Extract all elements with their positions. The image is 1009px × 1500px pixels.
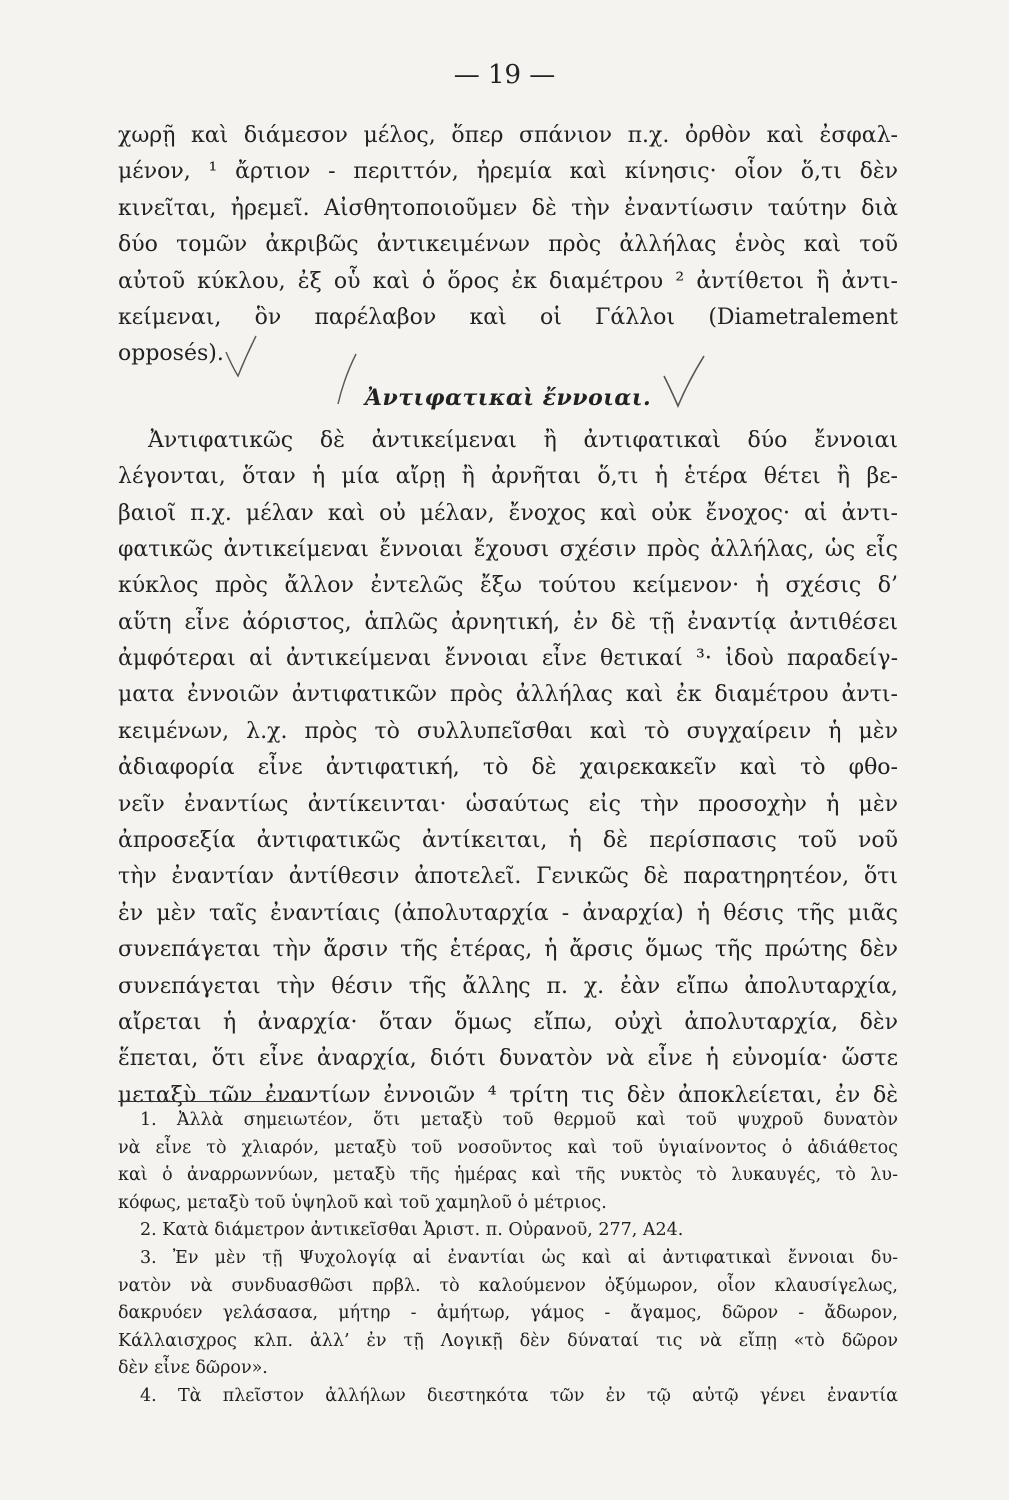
text-line: φατικῶς ἀντικείμεναι ἔννοιαι ἔχουσι σχέσιν πρὸς ἀλλήλας, ὡς εἷς [118,536,898,562]
text-line: τὴν ἐναντίαν ἀντίθεσιν ἀποτελεῖ. Γενικῶς δὲ παρατηρητέον, ὅτι [118,864,898,890]
pencil-check-mark [222,332,262,382]
footnote-line: κόφως, μεταξὺ τοῦ ὑψηλοῦ καὶ τοῦ χαμηλοῦ ὁ μέτριος. [118,1192,607,1213]
text-line: ἕπεται, ὅτι εἶνε ἀναρχία, διότι δυνατὸν νὰ εἶνε ἡ εὐνομία· ὥστε [118,1046,898,1072]
footnote-line: 2. Κατὰ διάμετρον ἀντικεῖσθαι Ἀριστ. π. Οὐρανοῦ, 277, Α24. [140,1220,684,1241]
text-line: λέγονται, ὅταν ἡ μία αἴρῃ ἢ ἀρνῆται ὅ,τι ἡ ἑτέρα θέτει ἢ βε- [118,464,898,490]
text-line: βαιοῖ π.χ. μέλαν καὶ οὐ μέλαν, ἔνοχος καὶ οὐκ ἔνοχος· αἱ ἀντι- [118,500,898,526]
footnote-line: δακρυόεν γελάσασα, μήτηρ - ἀμήτωρ, γάμος - ἄγαμος, δῶρον - ἄδωρον, [118,1303,898,1324]
footnote-line: 1. Ἀλλὰ σημειωτέον, ὅτι μεταξὺ τοῦ θερμοῦ καὶ τοῦ ψυχροῦ δυνατὸν [140,1110,898,1130]
footnote-line: 3. Ἐν μὲν τῇ Ψυχολογίᾳ αἱ ἐναντίαι ὡς καὶ αἱ ἀντιφατικαὶ ἔννοιαι δυ- [140,1247,898,1268]
text-line: συνεπάγεται τὴν ἄρσιν τῆς ἑτέρας, ἡ ἄρσις ὅμως τῆς πρώτης δὲν [118,937,898,963]
text-line: Ἀντιφατικῶς δὲ ἀντικείμεναι ἢ ἀντιφατικαὶ δύο ἔννοιαι [148,427,898,453]
text-line: αἴρεται ἡ ἀναρχία· ὅταν ὅμως εἴπω, οὐχὶ ἀπολυταρχία, δὲν [118,1009,898,1035]
page-number: — 19 — [453,60,556,90]
text-line: ἀμφότεραι αἱ ἀντικείμεναι ἔννοιαι εἶνε θετικαί ³· ἰδοὺ παραδείγ- [118,646,898,672]
text-line: δύο τομῶν ἀκριβῶς ἀντικειμένων πρὸς ἀλλήλας ἑνὸς καὶ τοῦ [118,232,898,258]
footnote-line: 4. Τὰ πλεῖστον ἀλλήλων διεστηκότα τῶν ἐν τῷ αὐτῷ γένει ἐναντία [140,1385,898,1406]
text-line: κειμένων, λ.χ. πρὸς τὸ συλλυπεῖσθαι καὶ τὸ συγχαίρειν ἡ μὲν [118,718,898,744]
footnote-rule [118,1101,308,1102]
pencil-slash-mark [334,348,364,408]
pencil-check-mark [660,352,710,412]
footnote-line: καὶ ὁ ἀναρρωννύων, μεταξὺ τῆς ἡμέρας καὶ τῆς νυκτὸς τὸ λυκαυγές, τὸ λυ- [118,1165,898,1186]
text-line: αὕτη εἶνε ἀόριστος, ἁπλῶς ἀρνητική, ἐν δὲ τῇ ἐναντίᾳ ἀντιθέσει [118,609,898,635]
text-line: συνεπάγεται τὴν θέσιν τῆς ἄλλης π. χ. ἐὰν εἴπω ἀπολυταρχία, [118,973,898,999]
footnote-line: Κάλλαισχρος κλπ. ἀλλ’ ἐν τῇ Λογικῇ δὲν δύναταί τις νὰ εἴπῃ «τὸ δῶρον [118,1330,898,1351]
footnote-line: νὰ εἶνε τὸ χλιαρόν, μεταξὺ τοῦ νοσοῦντος καὶ τοῦ ὑγιαίνοντος ὁ ἀδιάθετος [118,1137,898,1158]
text-line: ἐν μὲν ταῖς ἐναντίαις (ἀπολυταρχία - ἀναρχία) ἡ θέσις τῆς μιᾶς [118,900,898,926]
section-heading: Ἀντιφατικαὶ ἔννοιαι. [364,384,652,411]
text-line: αὐτοῦ κύκλου, ἐξ οὗ καὶ ὁ ὅρος ἐκ διαμέτρου ² ἀντίθετοι ἢ ἀντι- [118,268,898,294]
text-line: ματα ἐννοιῶν ἀντιφατικῶν πρὸς ἀλλήλας καὶ ἐκ διαμέτρου ἀντι- [118,682,898,708]
main-text [118,118,898,1114]
text-line: κινεῖται, ἠρεμεῖ. Αἰσθητοποιοῦμεν δὲ τὴν ἐναντίωσιν ταύτην διὰ [118,195,898,221]
text-line: κείμεναι, ὃν παρέλαβον καὶ οἱ Γάλλοι (Diametralement [118,304,898,330]
text-line: μεταξὺ τῶν ἐναντίων ἐννοιῶν ⁴ τρίτη τις δὲν ἀποκλείεται, ἐν δὲ [118,1082,898,1108]
footnotes [118,1107,898,1411]
footnote-line: νατὸν νὰ συνδυασθῶσι πρβλ. τὸ καλούμενον ὀξύμωρον, οἷον κλαυσίγελως, [118,1275,898,1296]
text-line: μένον, ¹ ἄρτιον - περιττόν, ἠρεμία καὶ κίνησις· οἷον ὅ,τι δὲν [118,159,898,185]
text-line: ἀδιαφορία εἶνε ἀντιφατική, τὸ δὲ χαιρεκακεῖν καὶ τὸ φθο- [118,755,898,781]
text-line: κύκλος πρὸς ἄλλον ἐντελῶς ἔξω τούτου κείμενον· ἡ σχέσις δ’ [118,573,898,599]
text-line: νεῖν ἐναντίως ἀντίκεινται· ὡσαύτως εἰς τὴν προσοχὴν ἡ μὲν [118,791,898,817]
text-line: χωρῇ καὶ διάμεσον μέλος, ὅπερ σπάνιον π.χ. ὀρθὸν καὶ ἐσφαλ- [118,123,898,148]
footnote-line: δὲν εἶνε δῶρον». [118,1358,268,1379]
text-line: opposés). [118,341,224,367]
text-line: ἀπροσεξία ἀντιφατικῶς ἀντίκειται, ἡ δὲ περίσπασις τοῦ νοῦ [118,828,898,854]
